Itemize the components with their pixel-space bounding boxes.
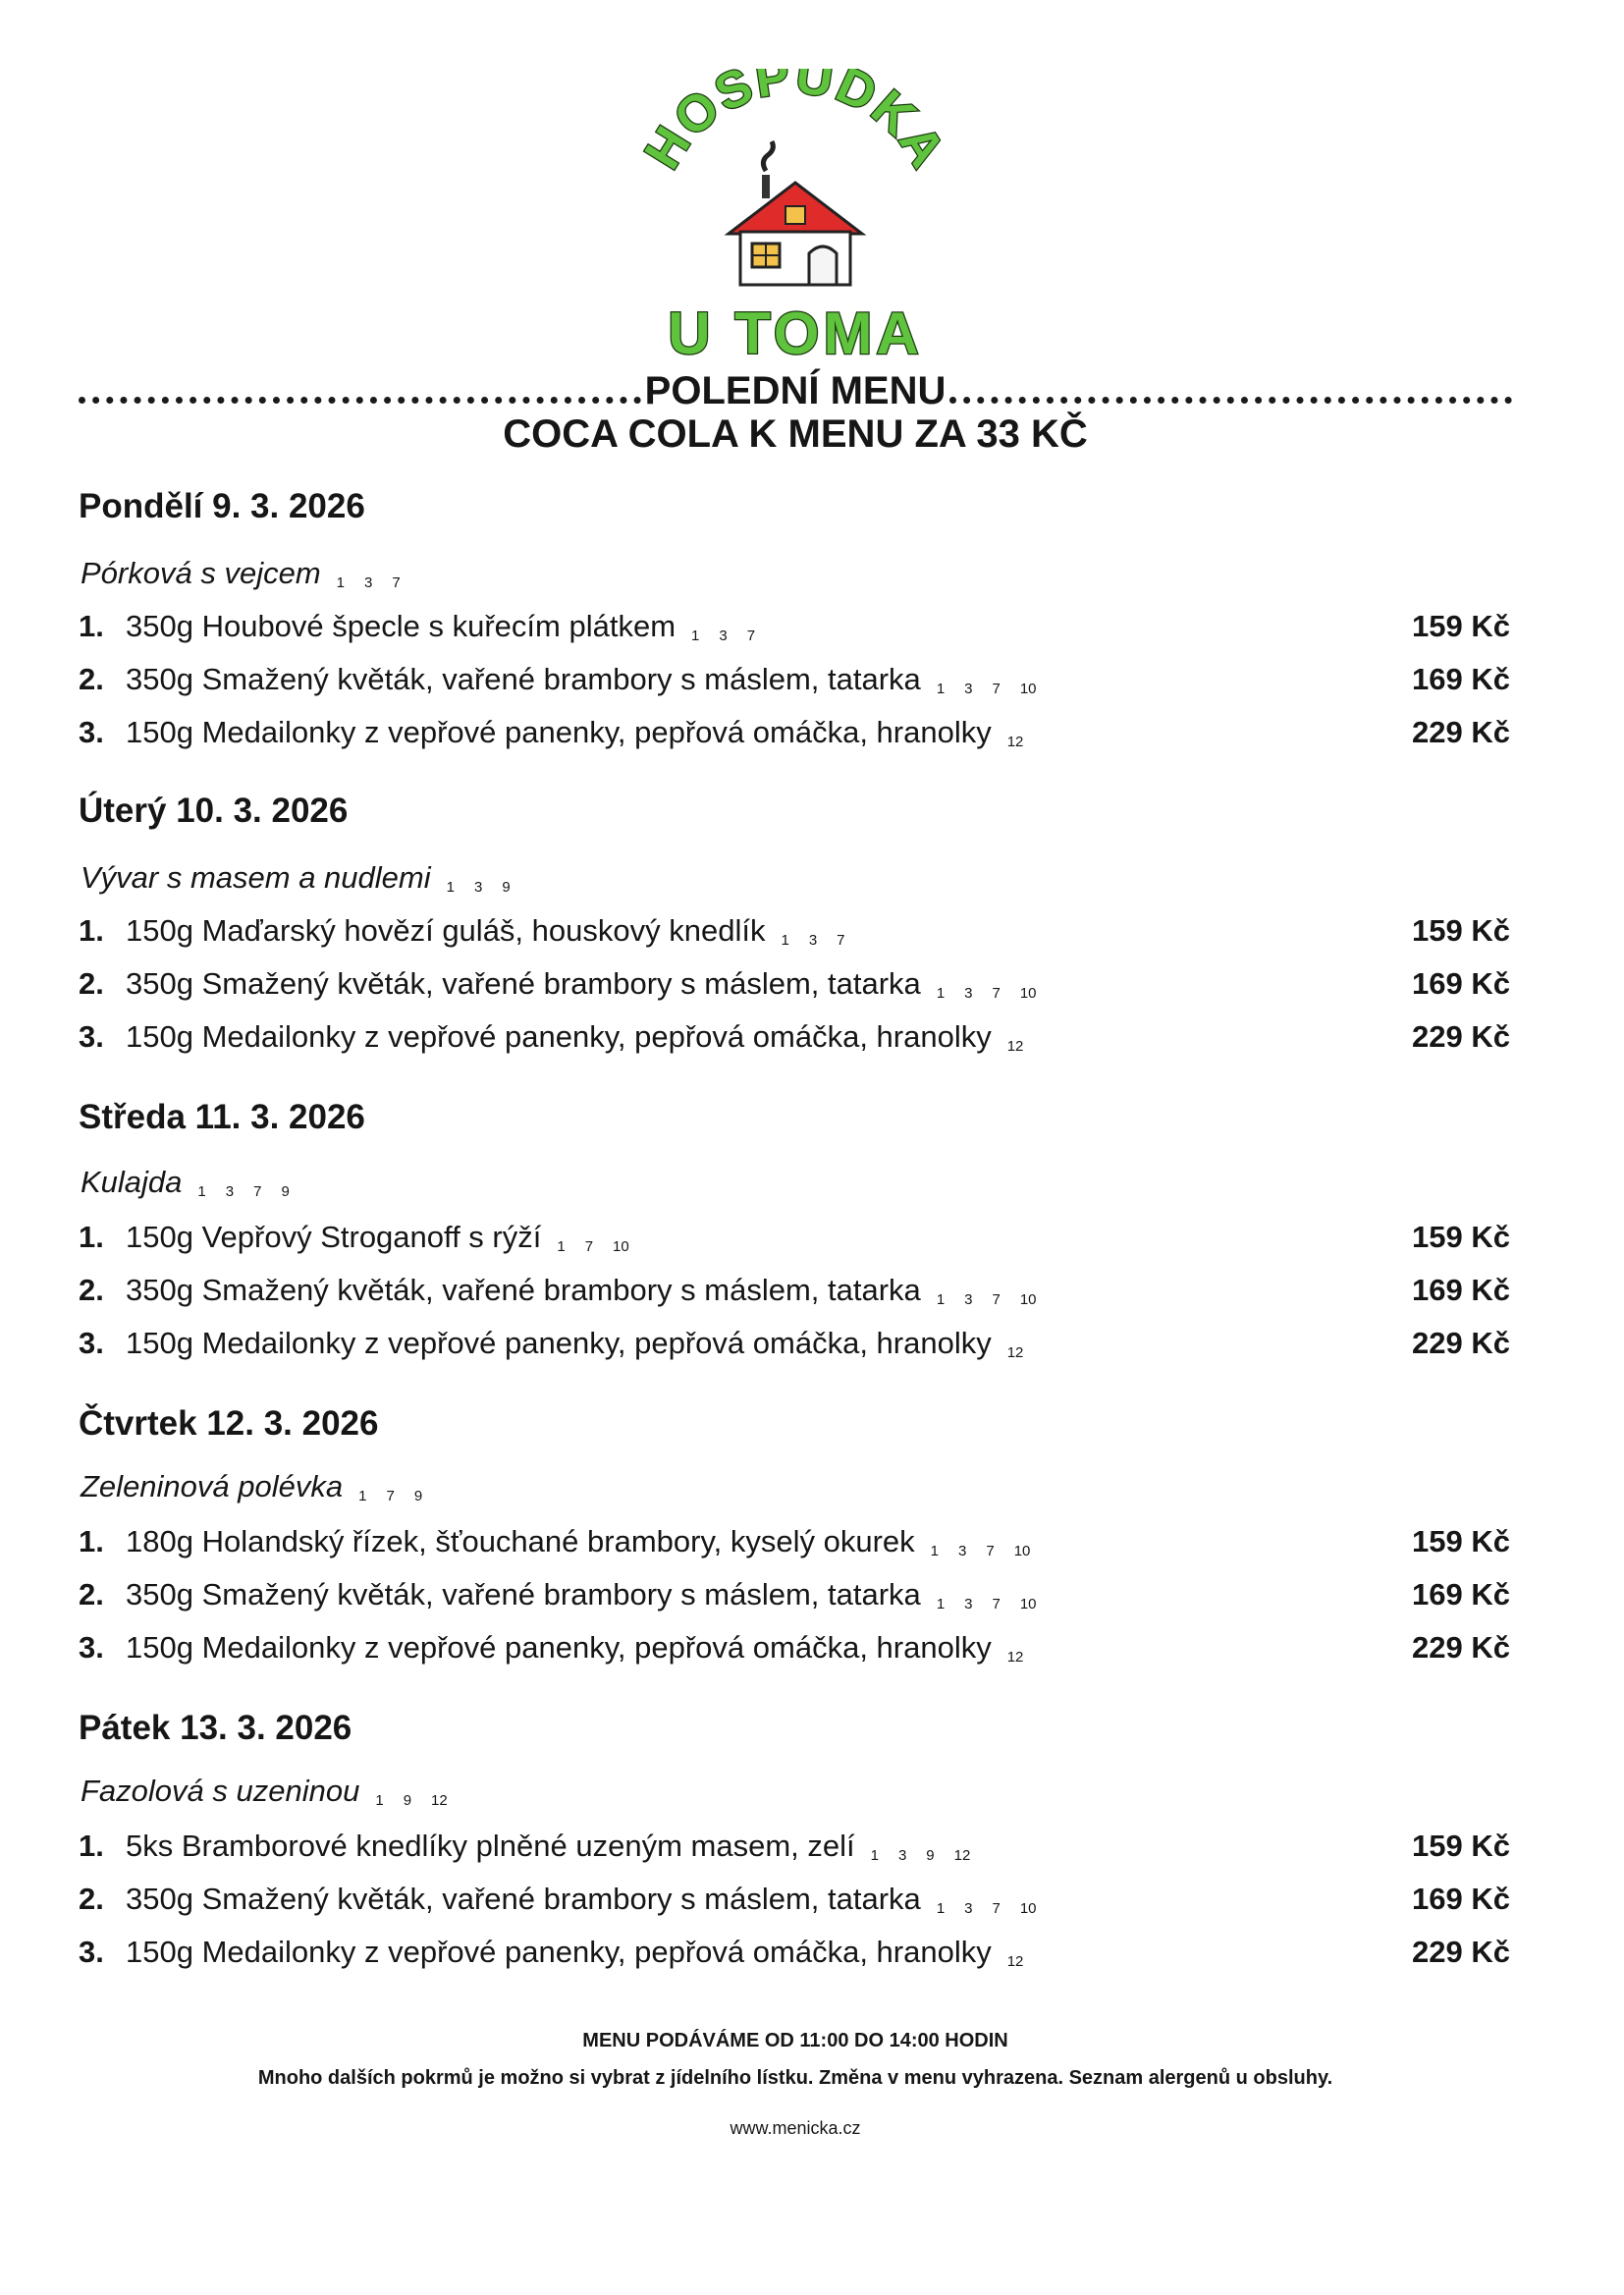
item-allergens: 1 3 7 [781,932,845,949]
item-allergens: 1 7 10 [557,1238,629,1255]
item-name: 5ks Bramborové knedlíky plněné uzeným masem, zelí [126,1829,855,1863]
day-heading: Pondělí 9. 3. 2026 [79,487,365,525]
dotted-rule-right [949,397,1512,404]
item-number: 2. [79,966,104,1001]
item-allergens: 1 3 9 12 [870,1847,971,1864]
menu-item [79,713,1510,752]
item-name: 150g Maďarský hovězí guláš, houskový knedlík [126,913,766,948]
item-price: 229 Kč [1412,1326,1510,1360]
item-allergens: 12 [1006,1953,1024,1970]
logo-graphic [619,69,972,363]
item-allergens: 12 [1006,734,1024,750]
soup-allergens: 1 7 9 [358,1488,423,1504]
menu-item [79,1522,1510,1561]
serving-hours: MENU PODÁVÁME OD 11:00 DO 14:00 HODIN [582,2030,1008,2051]
item-number: 3. [79,1019,104,1054]
menu-item [79,964,1510,1004]
soup [81,1469,442,1514]
item-price: 169 Kč [1412,1577,1510,1612]
item-price: 169 Kč [1412,662,1510,696]
soup [81,1165,309,1210]
item-name: 150g Vepřový Stroganoff s rýží [126,1220,542,1254]
restaurant-logo [619,69,972,363]
item-number: 3. [79,715,104,749]
menu-item [79,1827,1510,1866]
item-number: 1. [79,1829,104,1863]
item-name: 350g Smažený květák, vařené brambory s máslem, tatarka [126,662,921,696]
logo-top-text: HOSPŮDKA [633,69,957,179]
item-number: 1. [79,1220,104,1254]
item-name: 350g Smažený květák, vařené brambory s máslem, tatarka [126,966,921,1001]
item-price: 159 Kč [1412,1524,1510,1558]
soup-name: Pórková s vejcem [81,556,321,590]
item-allergens: 1 3 7 [691,628,756,644]
soup [81,1774,467,1819]
item-number: 1. [79,1524,104,1558]
item-allergens: 1 3 7 10 [930,1543,1031,1559]
item-price: 159 Kč [1412,1829,1510,1863]
item-price: 229 Kč [1412,1630,1510,1665]
item-number: 2. [79,1273,104,1307]
day-heading: Úterý 10. 3. 2026 [79,792,349,830]
soup-name: Zeleninová polévka [81,1469,344,1503]
menu-title: POLEDNÍ MENU [644,369,947,412]
house-icon [729,141,862,285]
item-price: 229 Kč [1412,715,1510,749]
logo-bottom-text: U TOMA [668,301,923,363]
item-allergens: 12 [1006,1344,1024,1361]
item-number: 3. [79,1630,104,1665]
item-name: 150g Medailonky z vepřové panenky, pepřová omáčka, hranolky [126,1935,992,1969]
soup-name: Fazolová s uzeninou [81,1774,360,1808]
menu-item [79,1324,1510,1363]
day-heading: Pátek 13. 3. 2026 [79,1709,352,1747]
item-name: 150g Medailonky z vepřové panenky, pepřová omáčka, hranolky [126,1019,992,1054]
item-name: 150g Medailonky z vepřové panenky, pepřová omáčka, hranolky [126,1326,992,1360]
soup-allergens: 1 9 12 [375,1792,448,1809]
item-allergens: 1 3 7 10 [936,985,1037,1002]
soup-name: Vývar s masem a nudlemi [81,860,431,895]
item-number: 1. [79,913,104,948]
item-number: 2. [79,1882,104,1916]
item-name: 350g Smažený květák, vařené brambory s máslem, tatarka [126,1273,921,1307]
menu-subtitle: COCA COLA K MENU ZA 33 KČ [503,412,1088,456]
item-number: 2. [79,662,104,696]
soup-name: Kulajda [81,1165,183,1199]
item-price: 229 Kč [1412,1935,1510,1969]
item-name: 150g Medailonky z vepřové panenky, pepřová omáčka, hranolky [126,715,992,749]
item-price: 159 Kč [1412,1220,1510,1254]
menu-item [79,1880,1510,1919]
menu-item [79,911,1510,951]
item-allergens: 1 3 7 10 [936,681,1037,697]
menu-item [79,1575,1510,1614]
item-price: 159 Kč [1412,609,1510,643]
item-allergens: 1 3 7 10 [936,1596,1037,1612]
item-name: 350g Smažený květák, vařené brambory s máslem, tatarka [126,1882,921,1916]
menu-item [79,607,1510,646]
menu-item [79,1017,1510,1057]
item-price: 159 Kč [1412,913,1510,948]
item-name: 350g Houbové špecle s kuřecím plátkem [126,609,677,643]
item-allergens: 1 3 7 10 [936,1900,1037,1917]
menu-item [79,1933,1510,1972]
menu-item [79,660,1510,699]
soup-allergens: 1 3 7 9 [197,1183,290,1200]
soup-allergens: 1 3 9 [446,879,511,896]
soup-allergens: 1 3 7 [336,574,401,591]
dotted-rule-left [79,397,641,404]
menu-item [79,1271,1510,1310]
item-price: 169 Kč [1412,1273,1510,1307]
item-number: 3. [79,1326,104,1360]
menu-title-row [79,361,1512,410]
footer-note: Mnoho dalších pokrmů je možno si vybrat z jídelního lístku. Změna v menu vyhrazena. Seznam alergenů u obsluhy. [257,2067,1333,2089]
item-number: 3. [79,1935,104,1969]
item-price: 229 Kč [1412,1019,1510,1054]
item-price: 169 Kč [1412,966,1510,1001]
soup [81,556,420,601]
item-allergens: 12 [1006,1649,1024,1666]
item-price: 169 Kč [1412,1882,1510,1916]
item-number: 2. [79,1577,104,1612]
item-allergens: 1 3 7 10 [936,1291,1037,1308]
item-name: 150g Medailonky z vepřové panenky, pepřová omáčka, hranolky [126,1630,992,1665]
soup [81,860,530,905]
day-heading: Středa 11. 3. 2026 [79,1098,365,1136]
item-allergens: 12 [1006,1038,1024,1055]
footer-url: www.menicka.cz [730,2118,861,2138]
item-name: 350g Smažený květák, vařené brambory s máslem, tatarka [126,1577,921,1612]
menu-item [79,1628,1510,1667]
menu-item [79,1218,1510,1257]
item-number: 1. [79,609,104,643]
item-name: 180g Holandský řízek, šťouchané brambory, kyselý okurek [126,1524,915,1558]
day-heading: Čtvrtek 12. 3. 2026 [79,1404,379,1443]
